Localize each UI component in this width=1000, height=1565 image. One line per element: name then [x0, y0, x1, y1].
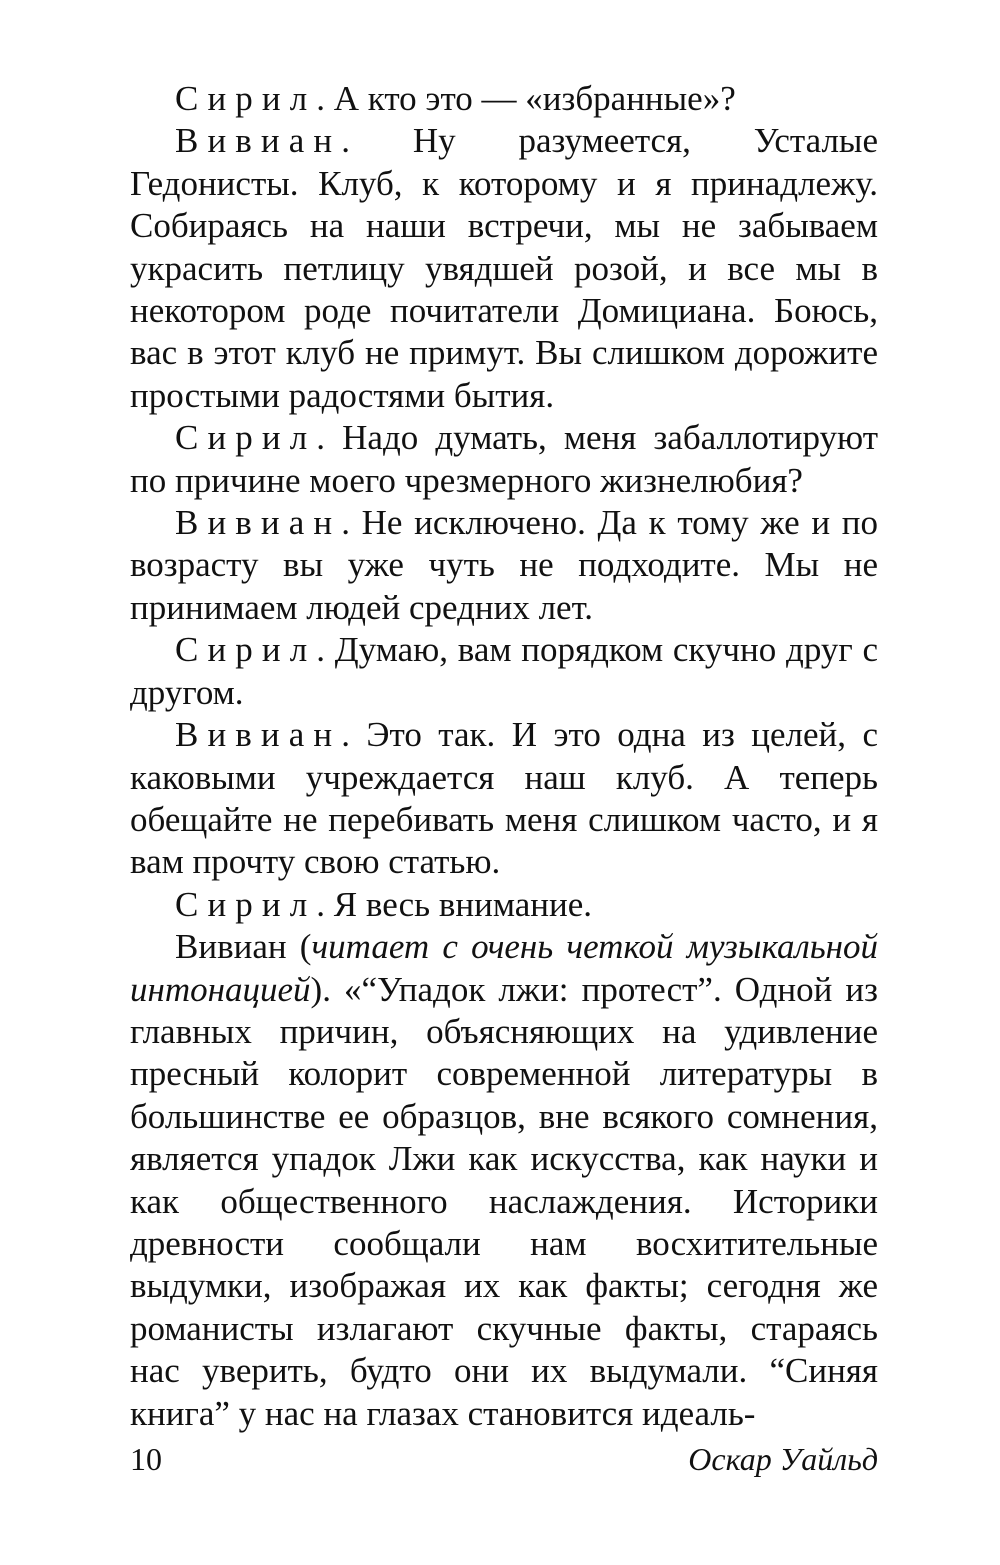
paragraph-text: А кто это — «избранные»?: [333, 79, 736, 118]
speaker-name: Сирил: [175, 630, 317, 670]
reading-paragraph: Вивиан (читает с очень четкой музыкальной интонацией). «“Упадок лжи: протест”. Одной из главных причин, объясняющих на удивление пресный колорит современной литературы в большинстве ее образцов, вне всякого сомнения, является упадок Лжи как искусства, как науки и как общественного наслаждения. Историки древности сообщали нам восхитительные выдумки, изображая их как факты; сегодня же романисты излагают скучные факты, стараясь нас уверить, будто они их выдумали. “Синяя книга” у нас на глазах становится идеаль-: [130, 927, 878, 1433]
paragraph-text: Я весь внимание.: [333, 884, 593, 924]
speaker-name: Вивиан: [175, 927, 287, 967]
paragraph-text: Надо думать, меня забаллотируют по причине моего чрезмерного жизнелюбия?: [130, 418, 878, 500]
speaker-name: Сирил: [175, 884, 317, 924]
dialogue-paragraph: Сирил. Я весь внимание.: [175, 884, 593, 924]
speaker-name: Вивиан: [175, 503, 342, 543]
speaker-name: Вивиан: [175, 715, 342, 755]
dialogue-paragraph: Сирил. А кто это — «избранные»?: [175, 79, 736, 118]
paragraph-text: Думаю, вам порядком скучно друг с другом.: [130, 630, 878, 712]
paragraph-text: Ну разумеется, Усталые Гедонисты. Клуб, к которому и я принадлежу. Собираясь на наши встречи, мы не забываем украсить петлицу увядшей розой, и все мы в некотором роде почитатели Домициана. Боюсь, вас в этот клуб не примут. Вы слишком дорожите простыми радостями бытия.: [130, 121, 878, 415]
page-footer: [130, 1438, 878, 1480]
dialogue-paragraph: Вивиан. Не исключено. Да к тому же и по возрасту вы уже чуть не подходите. Мы не принимаем людей средних лет.: [130, 503, 878, 627]
speaker-name: Сирил: [175, 418, 317, 458]
running-author: Оскар Уайльд: [688, 1441, 878, 1477]
dialogue-paragraph: Сирил. Надо думать, меня забаллотируют по причине моего чрезмерного жизнелюбия?: [130, 418, 878, 500]
stage-direction: читает с очень четкой музыкальной интонацией: [130, 927, 878, 1009]
page-body: [130, 78, 878, 1435]
dialogue-paragraph: Вивиан. Ну разумеется, Усталые Гедонисты. Клуб, к которому и я принадлежу. Собираясь на наши встречи, мы не забываем украсить петлицу увядшей розой, и все мы в некотором роде почитатели Домициана. Боюсь, вас в этот клуб не примут. Вы слишком дорожите простыми радостями бытия.: [130, 121, 878, 415]
speaker-name: Вивиан: [175, 121, 342, 161]
paragraph-text: Это так. И это одна из целей, с каковыми учреждается наш клуб. А теперь обещайте не перебивать меня слишком часто, и я вам прочту свою статью.: [130, 715, 879, 882]
speaker-name: Сирил: [175, 79, 317, 118]
page-number: 10: [130, 1441, 162, 1477]
paragraph-text: «“Упадок лжи: протест”. Одной из главных причин, объясняющих на удивление пресный колорит современной литературы в большинстве ее образцов, вне всякого сомнения, является упадок Лжи как искусства, как науки и как общественного наслаждения. Историки древности сообщали нам восхитительные выдумки, изображая их как факты; сегодня же романисты излагают скучные факты, стараясь нас уверить, будто они их выдумали. “Синяя книга” у нас на глазах становится идеаль-: [130, 969, 878, 1433]
dialogue-paragraph: Вивиан. Это так. И это одна из целей, с каковыми учреждается наш клуб. А теперь обещайте не перебивать меня слишком часто, и я вам прочту свою статью.: [130, 715, 879, 882]
paragraph-text: Не исключено. Да к тому же и по возрасту вы уже чуть не подходите. Мы не принимаем людей средних лет.: [130, 503, 878, 627]
dialogue-paragraph: Сирил. Думаю, вам порядком скучно друг с другом.: [130, 630, 878, 712]
